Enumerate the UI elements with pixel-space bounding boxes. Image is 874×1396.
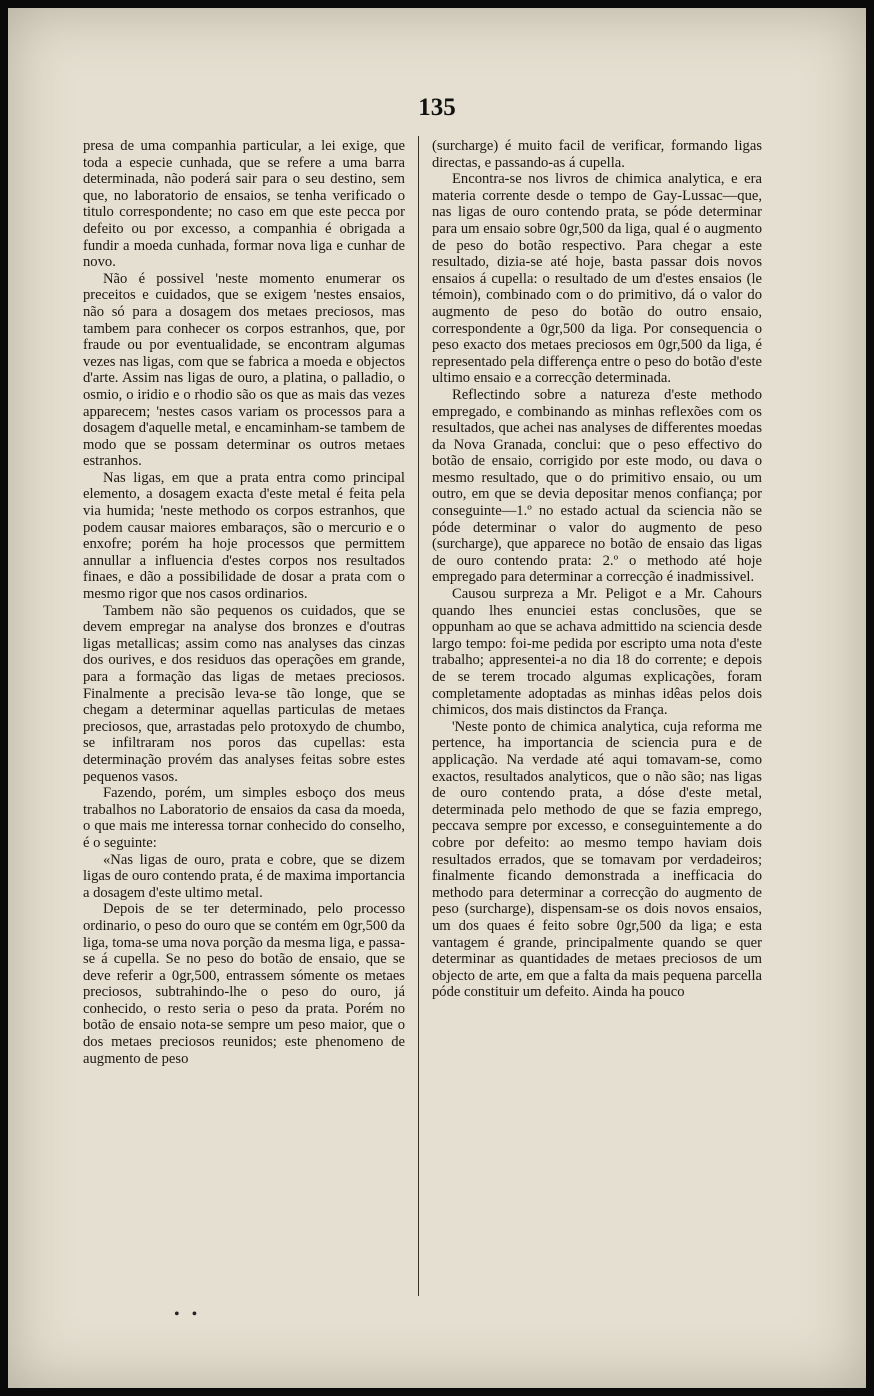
paragraph: Fazendo, porém, um simples esboço dos meus trabalhos no Laboratorio de ensaios da casa da moeda, o que mais me interessa tornar conhecido do conselho, é o seguinte: [83,785,405,851]
paragraph: Reflectindo sobre a natureza d'este methodo empregado, e combinando as minhas reflexões com os resultados, que achei nas analyses de differentes moedas da Nova Granada, conclui: que o peso effectivo do botão de ensaio, corrigido por este modo, ou dava o mesmo resultado, que o do primitivo ensaio, ou um outro, em que se devia depositar menos confiança; por conseguinte—1.º no estado actual da sciencia não se póde determinar o valor do augmento de peso (surcharge), que apparece no botão de ensaio das ligas de ouro contendo prata: 2.º o methodo até hoje empregado para determinar a correcção é inadmissivel. [432,386,762,586]
paragraph: Causou surpreza a Mr. Peligot e a Mr. Cahours quando lhes enunciei estas conclusões, que se oppunham ao que se achava admittido na sciencia desde largo tempo: foi-me pedida por escripto uma nota d'este trabalho; appresentei-a no dia 18 do corrente; e depois de se terem trocado algumas explicações, foram completamente adoptadas as minhas idêas pelos dois chimicos, dos mais distinctos da França. [432,586,762,719]
right-column [432,138,762,1308]
paragraph: 'Neste ponto de chimica analytica, cuja reforma me pertence, ha importancia de sciencia pura e de applicação. Na verdade até aqui tomavam-se, como exactos, resultados analyticos, que o não são; nas ligas de ouro contendo prata, a dóse d'este metal, determinada pelo methodo de que se fazia emprego, peccava sempre por excesso, e conseguintemente a do cobre por defeito: ao mesmo tempo haviam dois resultados errados, que se tomavam por verdadeiros; finalmente ficando demonstrada a inefficacia do methodo para determinar a correcção do augmento de peso (surcharge), dispensam-se os dois novos ensaios, um dos quaes é feito sobre 0gr,500 da liga; e esta vantagem é grande, principalmente quando se quer determinar as quantidades de metaes preciosos de um objecto de arte, em que a falta da mais pequena parcella póde constituir um defeito. Ainda ha pouco [432,718,762,1001]
paragraph: Encontra-se nos livros de chimica analytica, e era materia corrente desde o tempo de Gay-Lussac—que, nas ligas de ouro contendo prata, se póde determinar para um ensaio sobre 0gr,500 da liga, qual é o augmento de peso do botão respectivo. Para chegar a este resultado, dizia-se até hoje, basta passar dois novos ensaios á cupella: o resultado de um d'estes ensaios (le témoin), combinado com o do primitivo, dá o valor do augmento de peso do botão do outro ensaio, correspondente a 0gr,500 da liga. Por consequencia o peso exacto dos metaes preciosos em 0gr,500 da liga, é representado pela differença entre o peso do botão d'este ultimo ensaio e a correcção determinada. [432,171,762,387]
document-page [8,8,866,1388]
column-divider [418,136,419,1296]
footer-marks: • • [174,1306,202,1323]
page-number: 135 [418,94,456,121]
paragraph: Nas ligas, em que a prata entra como principal elemento, a dosagem exacta d'este metal é feita pela via humida; 'neste methodo os corpos estranhos, que podem causar maiores embaraços, são o mercurio e o enxofre; porém ha hoje processos que permittem annullar a influencia d'estes corpos nos resultados finaes, e dão a possibilidade de dosar a prata com o mesmo rigor que nos casos ordinarios. [83,469,405,603]
paragraph: presa de uma companhia particular, a lei exige, que toda a especie cunhada, que se refere a uma barra determinada, não poderá sair para o seu destino, sem que, no laboratorio de ensaios, se tenha verificado o titulo correspondente; no caso em que este pecca por defeito ou por excesso, a companhia é obrigada a fundir a moeda cunhada, formar nova liga e cunhar de novo. [83,138,405,271]
paragraph: Tambem não são pequenos os cuidados, que se devem empregar na analyse dos bronzes e d'outras ligas metallicas; assim como nas analyses das cinzas dos ourives, e dos residuos das operações em grande, para a formação das ligas de metaes preciosos. Finalmente a precisão leva-se tão longe, que se chegam a determinar aquellas particulas de metaes preciosos, que, arrastadas pelo protoxydo de chumbo, se infiltraram nos poros das cupellas: esta determinação provém das analyses feitas sobre estes pequenos vasos. [83,602,405,785]
left-column [83,138,405,1308]
paragraph: «Nas ligas de ouro, prata e cobre, que se dizem ligas de ouro contendo prata, é de maxima importancia a dosagem d'este ultimo metal. [83,851,405,901]
paragraph: (surcharge) é muito facil de verificar, formando ligas directas, e passando-as á cupella. [432,138,762,171]
paragraph: Depois de se ter determinado, pelo processo ordinario, o peso do ouro que se contém em 0gr,500 da liga, toma-se uma nova porção da mesma liga, e passa-se á cupella. Se no peso do botão de ensaio, que se deve referir a 0gr,500, entrassem sómente os metaes preciosos, subtrahindo-lhe o peso do ouro, já conhecido, o resto seria o peso da prata. Porém no botão de ensaio nota-se sempre um peso maior, que o dos metaes preciosos reunidos; este phenomeno de augmento de peso [83,901,405,1067]
paragraph: Não é possivel 'neste momento enumerar os preceitos e cuidados, que se exigem 'nestes ensaios, não só para a dosagem dos metaes preciosos, mas tambem para conhecer os corpos estranhos, que, por fraude ou por eventualidade, se encontram algumas vezes nas ligas, com que se fabrica a moeda e objectos d'arte. Assim nas ligas de ouro, a platina, o palladio, o osmio, o iridio e o rhodio são os que as mais das vezes apparecem; 'nestes casos variam os processos para a dosagem d'aquelle metal, e encaminham-se tambem de modo que se possam determinar os outros metaes estranhos. [83,270,405,470]
